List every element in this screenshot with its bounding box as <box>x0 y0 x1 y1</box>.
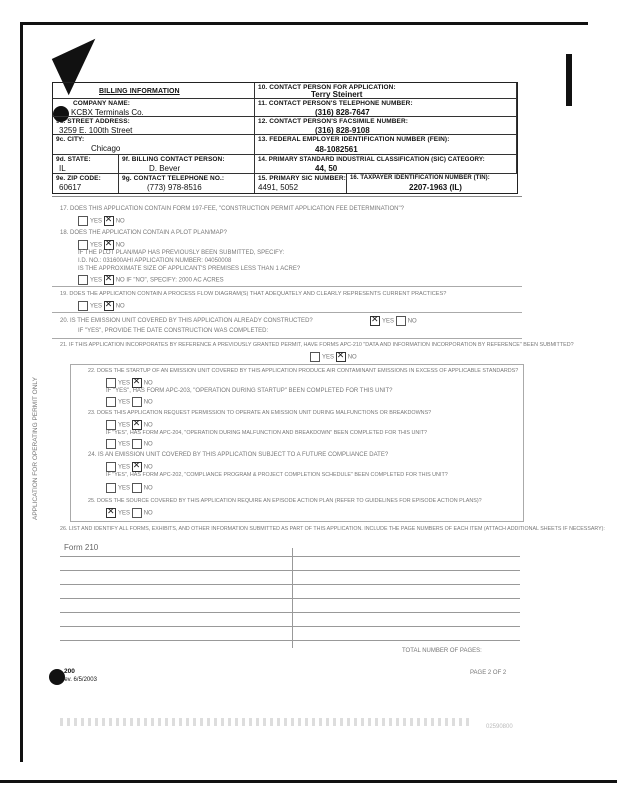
company-name-cell <box>53 99 255 117</box>
field-16-label: 16. TAXPAYER IDENTIFICATION NUMBER (TIN): <box>350 175 490 181</box>
billing-contact-label: 9f. BILLING CONTACT PERSON: <box>122 156 225 163</box>
field-10 <box>255 83 517 99</box>
field-14-label: 14. PRIMARY STANDARD INDUSTRIAL CLASSIFICATION (SIC) CATEGORY: <box>258 156 485 163</box>
divider-20 <box>52 312 522 313</box>
list-line <box>60 626 520 627</box>
question-22-followup: IF "YES", HAS FORM APC-203, "OPERATION DURING STARTUP" BEEN COMPLETED FOR THIS UNIT? <box>106 388 393 394</box>
question-22: 22. DOES THE STARTUP OF AN EMISSION UNIT COVERED BY THIS APPLICATION PRODUCE AIR CONTAMINANT EMISSIONS IN EXCESS OF APPLICABLE STANDARDS? <box>88 368 519 374</box>
question-17-options <box>78 216 125 226</box>
list-line <box>60 612 520 613</box>
question-25-options <box>106 508 153 518</box>
field-11-value: (316) 828-7647 <box>315 108 370 117</box>
q23b-yes-label: YES <box>118 441 131 448</box>
list-line <box>60 598 520 599</box>
bottom-stamp: 02590800 <box>486 724 513 730</box>
question-18-ids: I.D. NO.: 031600AHI APPLICATION NUMBER: 04050008 <box>78 258 232 264</box>
question-22b-options <box>106 397 153 407</box>
question-18-acre-options <box>78 275 224 285</box>
checkbox-q20-no[interactable] <box>396 316 406 326</box>
checkbox-q19-no[interactable] <box>104 301 114 311</box>
city-value: Chicago <box>91 144 121 153</box>
billing-contact-cell <box>119 155 255 174</box>
page-border-left <box>20 22 23 762</box>
q24b-yes-label: YES <box>118 485 131 492</box>
q18-acre-yes-label: YES <box>90 277 103 284</box>
question-19-options <box>78 301 125 311</box>
q18-acre-no-label: NO <box>115 277 125 284</box>
field-15-value: 4491, 5052 <box>258 183 299 192</box>
q18-no-label: NO <box>115 242 125 249</box>
checkbox-q18-acre-no[interactable] <box>104 275 114 285</box>
q19-no-label: NO <box>115 303 125 310</box>
q22-yes-label: YES <box>118 380 131 387</box>
billing-contact-value: D. Bever <box>149 164 181 173</box>
checkbox-q23-no[interactable] <box>132 420 142 430</box>
company-name-value: KCBX Terminals Co. <box>71 108 144 117</box>
question-24: 24. IS AN EMISSION UNIT COVERED BY THIS APPLICATION SUBJECT TO A FUTURE COMPLIANCE DATE? <box>88 452 389 458</box>
checkbox-q24b-yes[interactable] <box>106 483 116 493</box>
checkbox-q25-no[interactable] <box>132 508 142 518</box>
checkbox-q22-yes[interactable] <box>106 378 116 388</box>
divider-19 <box>52 286 522 287</box>
zip-value: 60617 <box>59 183 82 192</box>
question-21-options <box>310 352 357 362</box>
q21-yes-label: YES <box>322 354 335 361</box>
question-20-date: IF "YES", PROVIDE THE DATE CONSTRUCTION WAS COMPLETED: <box>78 328 269 334</box>
field-11-label: 11. CONTACT PERSON'S TELEPHONE NUMBER: <box>258 100 413 107</box>
question-22-options <box>106 378 153 388</box>
q22b-yes-label: YES <box>118 399 131 406</box>
street-label: 9c. STREET ADDRESS: <box>56 118 130 125</box>
divider-21 <box>52 338 522 339</box>
q23-yes-label: YES <box>118 422 131 429</box>
section-divider <box>52 196 522 197</box>
q24-no-label: NO <box>143 464 153 471</box>
question-23b-options <box>106 439 153 449</box>
question-19: 19. DOES THE APPLICATION CONTAIN A PROCESS FLOW DIAGRAM(S) THAT ADEQUATELY AND CLEARLY REPRESENTS CURRENT PRACTICES? <box>60 291 447 297</box>
question-18-previous: IF THE PLOT PLAN/MAP HAS PREVIOUSLY BEEN SUBMITTED, SPECIFY: <box>78 250 285 256</box>
question-23-followup: IF "YES", HAS FORM APC-204, "OPERATION DURING MALFUNCTION AND BREAKDOWN" BEEN COMPLETED FOR THIS UNIT? <box>106 430 428 436</box>
q17-no-label: NO <box>115 218 125 225</box>
field-16-value: 2207-1963 (IL) <box>409 183 462 192</box>
state-cell <box>53 155 119 174</box>
billing-header-cell <box>53 83 255 99</box>
scan-noise-band <box>60 718 470 726</box>
city-label: 9c. CITY: <box>56 136 85 143</box>
side-label: APPLICATION FOR OPERATING PERMIT ONLY <box>32 377 39 520</box>
question-18-acre: IS THE APPROXIMATE SIZE OF APPLICANT'S PREMISES LESS THAN 1 ACRE? <box>78 266 301 272</box>
q22-no-label: NO <box>143 380 153 387</box>
field-12-label: 12. CONTACT PERSON'S FACSIMILE NUMBER: <box>258 118 409 125</box>
q24b-no-label: NO <box>143 485 153 492</box>
scan-right-bar <box>566 54 572 106</box>
q25-yes-label: YES <box>118 510 131 517</box>
question-25: 25. DOES THE SOURCE COVERED BY THIS APPLICATION REQUIRE AN EPISODE ACTION PLAN (REFER TO GUIDELINES FOR EPISODE ACTION PLANS)? <box>88 498 482 504</box>
q21-no-label: NO <box>347 354 357 361</box>
q23-no-label: NO <box>143 422 153 429</box>
field-14-value: 44, 50 <box>315 164 338 173</box>
checkbox-q22b-yes[interactable] <box>106 397 116 407</box>
q19-yes-label: YES <box>90 303 103 310</box>
question-18-acre-specify: IF "NO", SPECIFY: 2000 AC ACRES <box>126 277 224 284</box>
q25-no-label: NO <box>143 510 153 517</box>
checkbox-q24b-no[interactable] <box>132 483 142 493</box>
field-16 <box>347 174 517 193</box>
question-17: 17. DOES THIS APPLICATION CONTAIN FORM 197-FEE, "CONSTRUCTION PERMIT APPLICATION FEE DETERMINATION"? <box>60 206 404 212</box>
question-18-options <box>78 240 125 250</box>
field-10-value: Terry Steinert <box>311 90 363 99</box>
billing-table <box>52 82 518 194</box>
street-value: 3259 E. 100th Street <box>59 126 133 135</box>
page-border-bottom <box>0 780 617 783</box>
checkbox-q19-yes[interactable] <box>78 301 88 311</box>
question-21: 21. IF THIS APPLICATION INCORPORATES BY REFERENCE A PREVIOUSLY GRANTED PERMIT, HAVE FORMS APC-210 "DATA AND INFORMATION INCORPORATION BY REFERENCE" BEEN SUBMITTED? <box>60 342 574 348</box>
checkbox-q21-yes[interactable] <box>310 352 320 362</box>
question-24-followup: IF "YES", HAS FORM APC-202, "COMPLIANCE PROGRAM & PROJECT COMPLETION SCHEDULE" BEEN COMPLETED FOR THIS UNIT? <box>106 472 448 478</box>
list-line <box>60 570 520 571</box>
q20-no-label: NO <box>407 318 417 325</box>
field-12 <box>255 117 517 135</box>
field-15-label: 15. PRIMARY SIC NUMBER: <box>258 175 346 182</box>
checkbox-q21-no[interactable] <box>336 352 346 362</box>
q22b-no-label: NO <box>143 399 153 406</box>
question-20: 20. IS THE EMISSION UNIT COVERED BY THIS APPLICATION ALREADY CONSTRUCTED? <box>60 318 313 324</box>
q24-yes-label: YES <box>118 464 131 471</box>
checkbox-q25-yes[interactable] <box>106 508 116 518</box>
form-id: 200 <box>64 668 75 675</box>
checkbox-q18-acre-yes[interactable] <box>78 275 88 285</box>
field-11 <box>255 99 517 117</box>
field-14 <box>255 155 517 174</box>
checkbox-q17-no[interactable] <box>104 216 114 226</box>
state-label: 9d. STATE: <box>56 156 91 163</box>
zip-cell <box>53 174 119 193</box>
field-13 <box>255 135 517 155</box>
street-cell <box>53 117 255 135</box>
q17-yes-label: YES <box>90 218 103 225</box>
checkbox-q23-yes[interactable] <box>106 420 116 430</box>
question-23-options <box>106 420 153 430</box>
field-13-label: 13. FEDERAL EMPLOYER IDENTIFICATION NUMBER (FEIN): <box>258 136 450 143</box>
city-cell <box>53 135 255 155</box>
list-line <box>60 584 520 585</box>
question-24b-options <box>106 483 153 493</box>
question-24-options <box>106 462 153 472</box>
question-23: 23. DOES THIS APPLICATION REQUEST PERMISSION TO OPERATE AN EMISSION UNIT DURING MALFUNCTIONS OR BREAKDOWNS? <box>88 410 432 416</box>
checkbox-q18-no[interactable] <box>104 240 114 250</box>
revision-date: Rev. 6/5/2003 <box>60 677 97 683</box>
question-18: 18. DOES THE APPLICATION CONTAIN A PLOT PLAN/MAP? <box>60 230 227 236</box>
total-pages-label: TOTAL NUMBER OF PAGES: <box>402 648 482 654</box>
checkbox-q18-yes[interactable] <box>78 240 88 250</box>
checkbox-q24-no[interactable] <box>132 462 142 472</box>
page-number: PAGE 2 OF 2 <box>470 670 507 676</box>
field-10-label: 10. CONTACT PERSON FOR APPLICATION: <box>258 84 396 91</box>
contact-phone-label: 9g. CONTACT TELEPHONE NO.: <box>122 175 225 182</box>
field-15 <box>255 174 347 193</box>
field-13-value: 48-1082561 <box>315 145 358 154</box>
page-border-top <box>20 22 588 25</box>
zip-label: 9e. ZIP CODE: <box>56 175 101 182</box>
billing-title: BILLING INFORMATION <box>99 88 180 95</box>
checkbox-q23b-no[interactable] <box>132 439 142 449</box>
q20-yes-label: YES <box>382 318 395 325</box>
checkbox-q23b-yes[interactable] <box>106 439 116 449</box>
checkbox-q22b-no[interactable] <box>132 397 142 407</box>
contact-phone-cell <box>119 174 255 193</box>
q18-yes-label: YES <box>90 242 103 249</box>
checkbox-q20-yes[interactable] <box>370 316 380 326</box>
question-26-value: Form 210 <box>64 543 99 552</box>
q23b-no-label: NO <box>143 441 153 448</box>
checkbox-q17-yes[interactable] <box>78 216 88 226</box>
state-value: IL <box>59 164 66 173</box>
question-26: 26. LIST AND IDENTIFY ALL FORMS, EXHIBITS, AND OTHER INFORMATION SUBMITTED AS PART OF THIS APPLICATION. INCLUDE THE PAGE NUMBERS OF EACH ITEM (ATTACH ADDITIONAL SHEETS IF NECESSARY): <box>60 526 605 532</box>
company-name-label: COMPANY NAME: <box>73 100 131 107</box>
checkbox-q22-no[interactable] <box>132 378 142 388</box>
list-line <box>60 640 520 641</box>
checkbox-q24-yes[interactable] <box>106 462 116 472</box>
question-20-options <box>370 316 417 326</box>
field-12-value: (316) 828-9108 <box>315 126 370 135</box>
list-line <box>60 556 520 557</box>
contact-phone-value: (773) 978-8516 <box>147 183 202 192</box>
